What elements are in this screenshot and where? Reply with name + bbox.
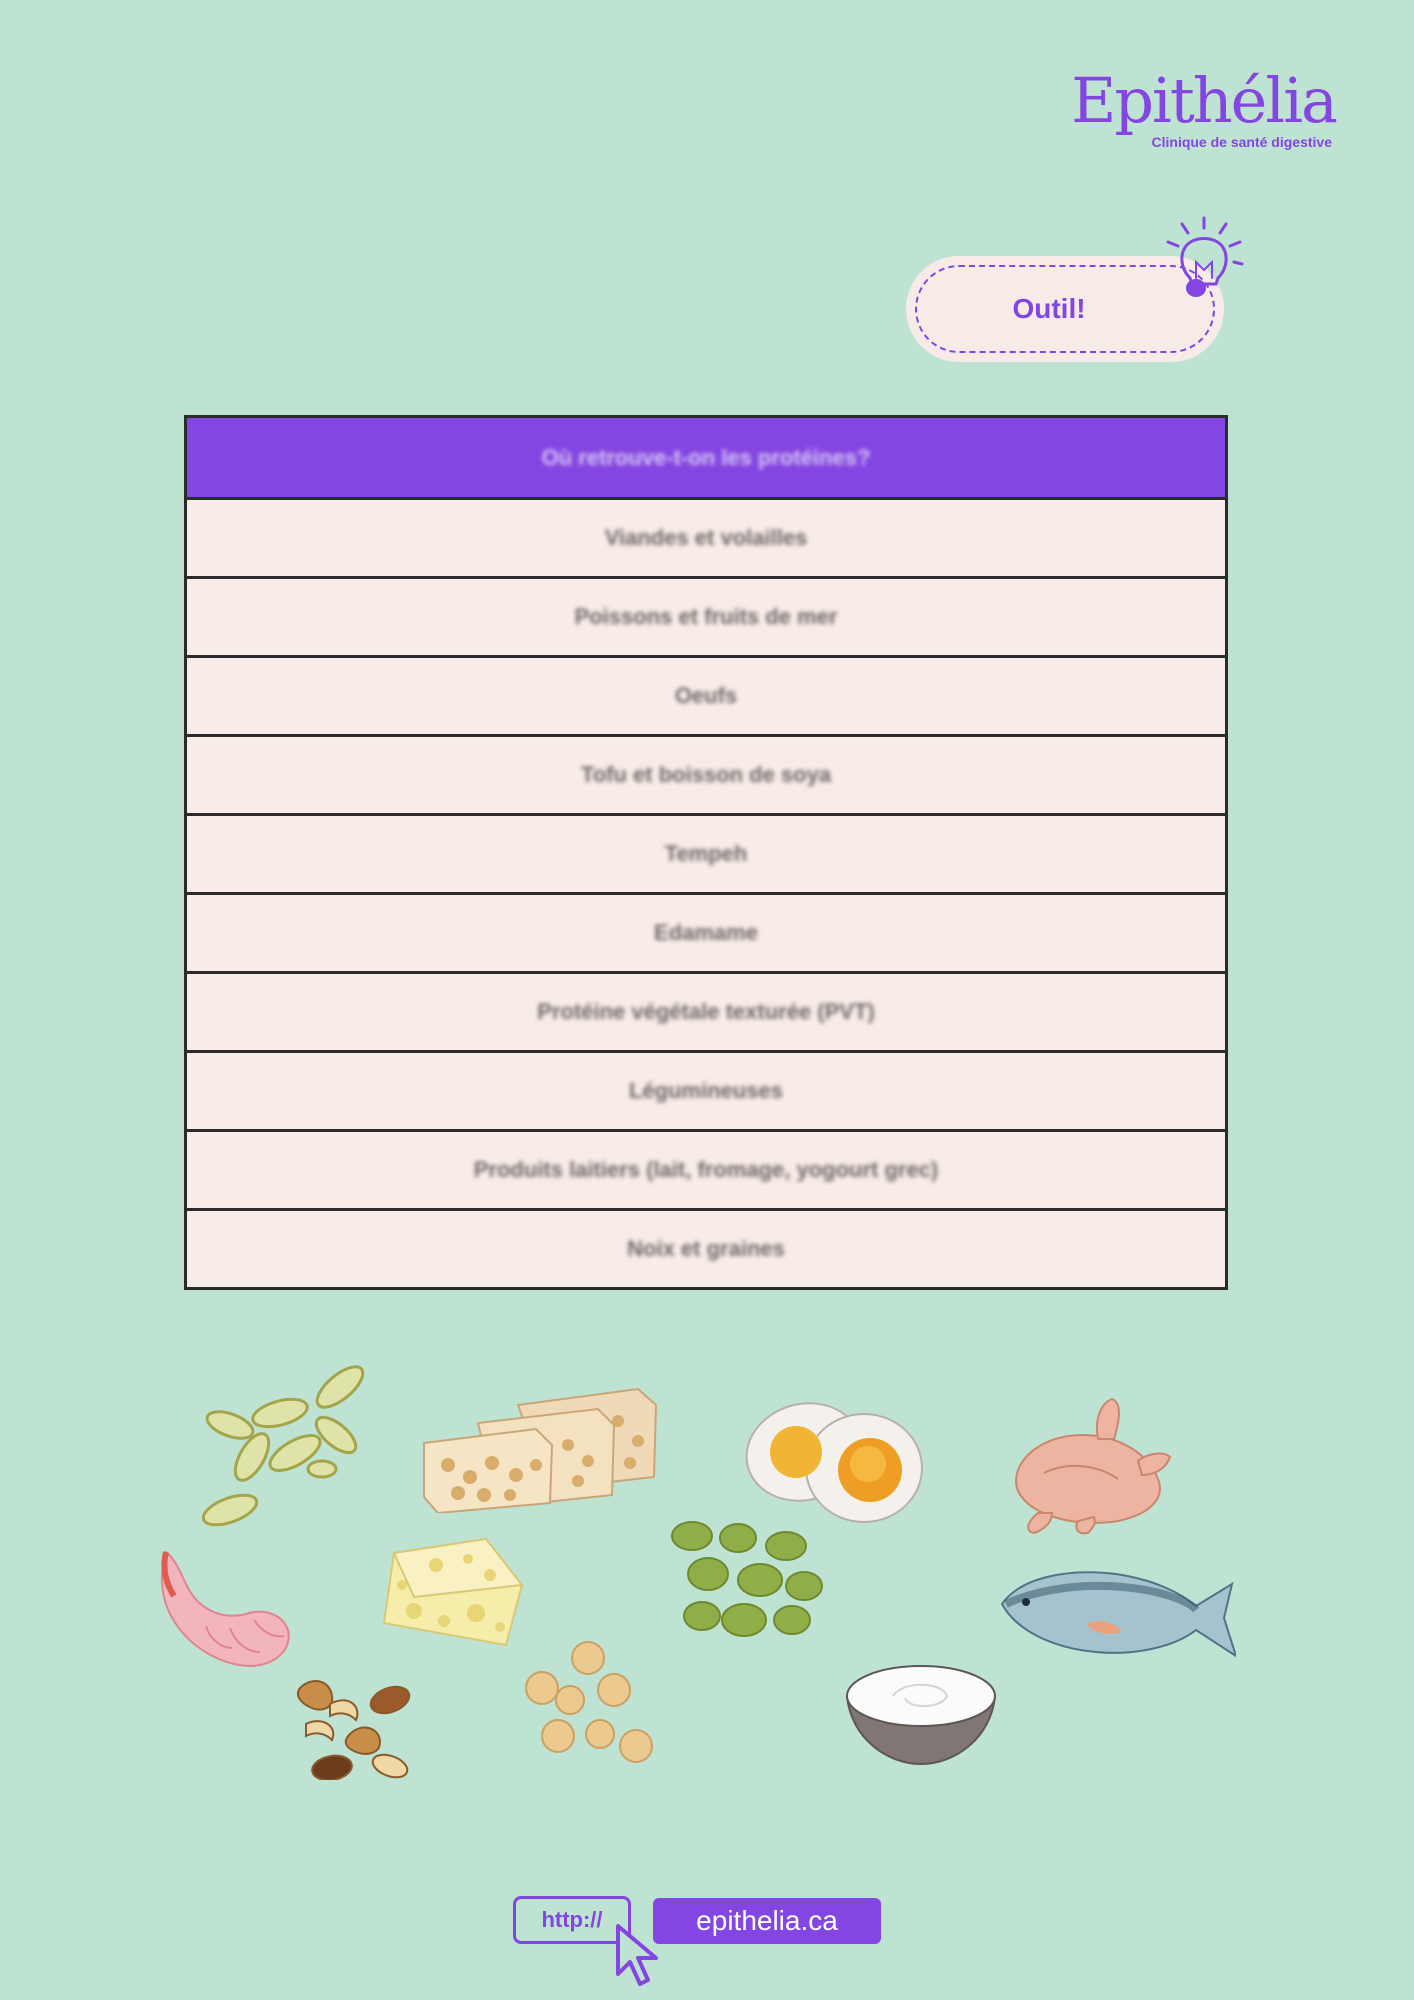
lightbulb-ray <box>1168 242 1178 246</box>
cursor-icon <box>614 1922 662 1986</box>
table-header-label: Où retrouve-t-on les protéines? <box>541 444 871 470</box>
table-row-label: Poissons et fruits de mer <box>574 604 838 629</box>
table-row-label: Oeufs <box>674 683 738 708</box>
website-url-label: epithelia.ca <box>696 1905 838 1936</box>
lightbulb-base <box>1186 279 1206 297</box>
fish-illustration <box>996 1560 1236 1672</box>
brand-name: Epithélia <box>1071 64 1336 137</box>
pumpkin-seeds-illustration <box>190 1365 370 1535</box>
table-row <box>187 658 1225 737</box>
brand-logo <box>1071 64 1336 150</box>
lightbulb-ray <box>1220 224 1226 233</box>
table-row <box>187 974 1225 1053</box>
lightbulb-filament <box>1196 262 1212 278</box>
website-url-button[interactable] <box>653 1898 881 1944</box>
table-row <box>187 895 1225 974</box>
cheese-illustration <box>374 1535 524 1651</box>
table-row-label: Viandes et volailles <box>604 525 808 550</box>
table-row-label: Produits laitiers (lait, fromage, yogourt grec) <box>473 1157 939 1182</box>
tempeh-illustration <box>418 1385 660 1513</box>
table-row-label: Edamame <box>654 920 758 945</box>
chickpeas-illustration <box>518 1640 658 1770</box>
table-row <box>187 816 1225 895</box>
tool-badge-label: Outil! <box>1012 293 1086 324</box>
table-row-label: Noix et graines <box>627 1236 785 1261</box>
shrimp-illustration <box>152 1548 296 1674</box>
edamame-illustration <box>668 1516 826 1646</box>
protein-sources-table <box>184 415 1228 1290</box>
boiled-eggs-illustration <box>742 1390 932 1526</box>
lightbulb-ray <box>1230 242 1240 246</box>
lightbulb-icon <box>1162 214 1246 304</box>
table-row-label: Légumineuses <box>628 1078 784 1103</box>
brand-tagline: Clinique de santé digestive <box>1151 134 1332 150</box>
yogurt-bowl-illustration <box>843 1660 999 1766</box>
lightbulb-bulb <box>1182 239 1226 285</box>
table-row <box>187 500 1225 579</box>
table-row <box>187 1211 1225 1287</box>
chicken-illustration <box>998 1395 1173 1535</box>
table-row <box>187 579 1225 658</box>
lightbulb-ray <box>1182 224 1188 233</box>
nuts-illustration <box>286 1672 416 1780</box>
table-row <box>187 1132 1225 1211</box>
website-link[interactable] <box>512 1892 892 1992</box>
table-header <box>187 418 1225 500</box>
table-row-label: Protéine végétale texturée (PVT) <box>537 999 875 1024</box>
table-row-label: Tempeh <box>664 841 748 866</box>
table-row-label: Tofu et boisson de soya <box>580 762 832 787</box>
lightbulb-ray <box>1234 262 1242 264</box>
table-row <box>187 737 1225 816</box>
table-row <box>187 1053 1225 1132</box>
http-prefix-label: http:// <box>541 1907 603 1932</box>
